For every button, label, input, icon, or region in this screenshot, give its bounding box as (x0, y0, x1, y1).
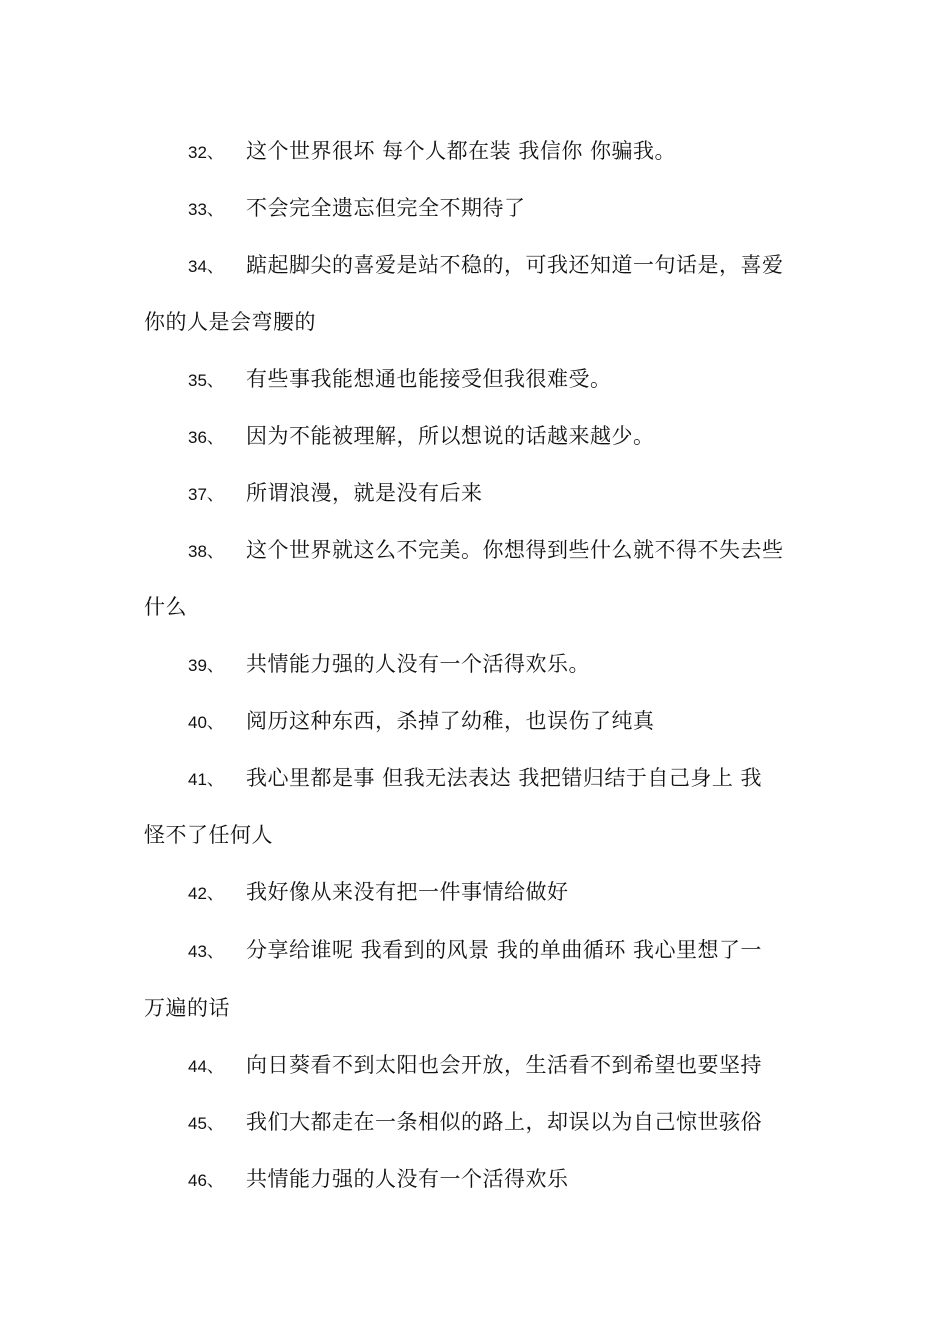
list-item-continuation: 万遍的话 (144, 996, 230, 1020)
item-number: 46、 (188, 1171, 224, 1190)
list-item (188, 878, 569, 908)
item-number: 34、 (188, 257, 224, 276)
item-text: 分享给谁呢 我看到的风景 我的单曲循环 我心里想了一 (246, 938, 763, 962)
list-item (188, 479, 483, 509)
item-text: 踮起脚尖的喜爱是站不稳的，可我还知道一句话是，喜爱 (246, 253, 784, 277)
item-text: 所谓浪漫，就是没有后来 (246, 481, 483, 505)
item-number: 32、 (188, 143, 224, 162)
item-text: 不会完全遗忘但完全不期待了 (246, 196, 526, 220)
item-text: 阅历这种东西，杀掉了幼稚，也误伤了纯真 (246, 709, 655, 733)
list-item (188, 422, 655, 452)
item-number: 36、 (188, 428, 224, 447)
item-number: 44、 (188, 1057, 224, 1076)
item-text: 我们大都走在一条相似的路上，却误以为自己惊世骇俗 (246, 1110, 762, 1134)
list-item (188, 707, 655, 737)
item-text: 我心里都是事 但我无法表达 我把错归结于自己身上 我 (246, 766, 763, 790)
item-number: 39、 (188, 656, 224, 675)
item-number: 35、 (188, 371, 224, 390)
list-item (188, 251, 784, 281)
list-item-continuation: 你的人是会弯腰的 (144, 310, 316, 334)
list-item (188, 650, 590, 680)
item-number: 38、 (188, 542, 224, 561)
list-item-continuation: 怪不了任何人 (144, 823, 273, 847)
list-item (188, 1165, 569, 1195)
item-number: 37、 (188, 485, 224, 504)
item-number: 42、 (188, 884, 224, 903)
item-number: 40、 (188, 713, 224, 732)
list-item (188, 194, 526, 224)
list-item (188, 365, 612, 395)
list-item-continuation: 什么 (144, 595, 187, 619)
item-text: 因为不能被理解，所以想说的话越来越少。 (246, 424, 655, 448)
item-number: 33、 (188, 200, 224, 219)
item-text: 有些事我能想通也能接受但我很难受。 (246, 367, 612, 391)
item-text: 共情能力强的人没有一个活得欢乐 (246, 1167, 569, 1191)
list-item (188, 936, 762, 966)
item-text: 向日葵看不到太阳也会开放，生活看不到希望也要坚持 (246, 1053, 762, 1077)
item-number: 41、 (188, 770, 224, 789)
list-item (188, 764, 762, 794)
item-text: 这个世界就这么不完美。你想得到些什么就不得不失去些 (246, 538, 784, 562)
list-item (188, 1108, 762, 1138)
item-number: 43、 (188, 942, 224, 961)
item-text: 共情能力强的人没有一个活得欢乐。 (246, 652, 590, 676)
list-item (188, 137, 676, 167)
list-item (188, 536, 784, 566)
list-item (188, 1051, 762, 1081)
item-number: 45、 (188, 1114, 224, 1133)
item-text: 这个世界很坏 每个人都在装 我信你 你骗我。 (246, 139, 677, 163)
item-text: 我好像从来没有把一件事情给做好 (246, 880, 569, 904)
